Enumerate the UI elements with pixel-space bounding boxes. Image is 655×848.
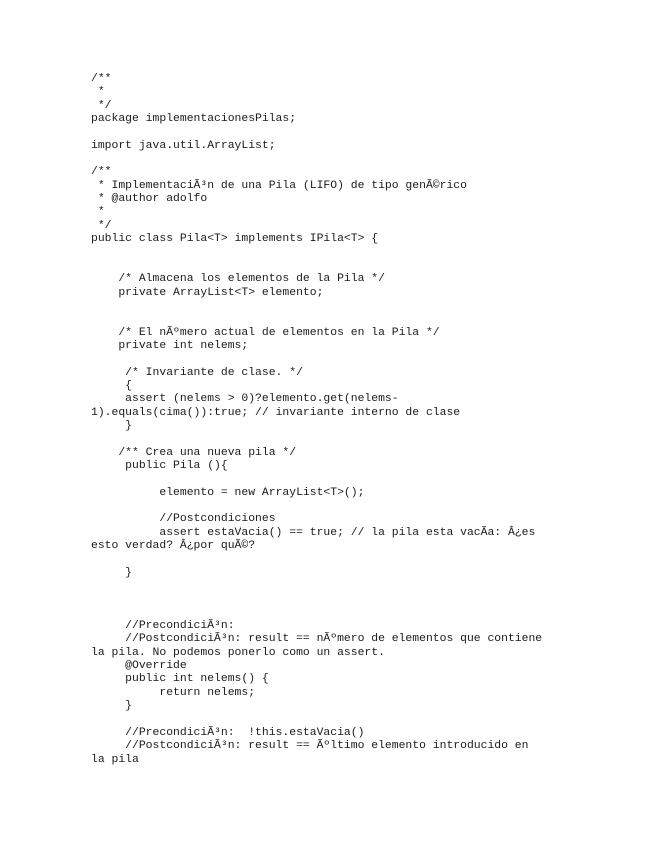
code-line <box>91 313 542 326</box>
code-line: assert estaVacia() == true; // la pila esta vacÃa: Â¿es <box>91 526 536 539</box>
code-line <box>91 260 542 273</box>
code-line: public Pila (){ <box>91 459 228 472</box>
code-line: } <box>91 566 133 579</box>
code-line: private ArrayList<T> elemento; <box>91 286 324 299</box>
code-line: */ <box>91 219 112 232</box>
code-line <box>91 153 542 166</box>
code-line <box>91 300 542 313</box>
code-line: @Override <box>91 660 187 673</box>
code-line: { <box>91 379 133 392</box>
code-line: private int nelems; <box>91 339 249 352</box>
code-line: /** <box>91 73 112 85</box>
code-line <box>91 553 542 566</box>
code-line: assert (nelems > 0)?elemento.get(nelems- <box>91 393 399 406</box>
code-line: //PostcondiciÃ³n: result == nÃºmero de elementos que contiene <box>91 633 543 646</box>
code-line: * ImplementaciÃ³n de una Pila (LIFO) de tipo genÃ©rico <box>91 179 467 192</box>
code-line: /* Invariante de clase. */ <box>91 366 303 379</box>
code-line: /* El nÃºmero actual de elementos en la Pila */ <box>91 326 440 339</box>
code-line <box>91 353 542 366</box>
code-line <box>91 433 542 446</box>
code-line: /** <box>91 166 112 179</box>
code-line <box>91 473 542 486</box>
code-line: /* Almacena los elementos de la Pila */ <box>91 273 385 286</box>
code-line <box>91 714 542 727</box>
code-line: 1).equals(cima()):true; // invariante interno de clase <box>91 406 461 419</box>
code-line: //PrecondiciÃ³n: !this.estaVacia() <box>91 726 365 739</box>
code-line: //PostcondiciÃ³n: result == Ãºltimo elemento introducido en <box>91 740 529 753</box>
code-line: public int nelems() { <box>91 673 269 686</box>
code-line <box>91 246 542 259</box>
code-line: */ <box>91 99 112 112</box>
source-code-listing <box>91 73 542 767</box>
code-line <box>91 593 542 606</box>
code-line: public class Pila<T> implements IPila<T> { <box>91 233 379 246</box>
code-line <box>91 126 542 139</box>
code-line: * @author adolfo <box>91 193 208 206</box>
code-line: elemento = new ArrayList<T>(); <box>91 486 365 499</box>
code-line: * <box>91 86 105 99</box>
code-line <box>91 607 542 620</box>
code-line: //Postcondiciones <box>91 513 276 526</box>
code-line: /** Crea una nueva pila */ <box>91 446 297 459</box>
code-line: package implementacionesPilas; <box>91 113 297 126</box>
code-line: esto verdad? Â¿por quÃ©? <box>91 540 256 553</box>
code-line <box>91 580 542 593</box>
code-line: import java.util.ArrayList; <box>91 139 276 152</box>
code-line: la pila. No podemos ponerlo como un assert. <box>91 646 385 659</box>
code-line: } <box>91 419 133 432</box>
code-line: la pila <box>91 753 139 766</box>
code-line: //PrecondiciÃ³n: <box>91 620 235 633</box>
code-line: return nelems; <box>91 686 256 699</box>
code-line: * <box>91 206 105 219</box>
code-line: } <box>91 700 133 713</box>
code-line <box>91 500 542 513</box>
